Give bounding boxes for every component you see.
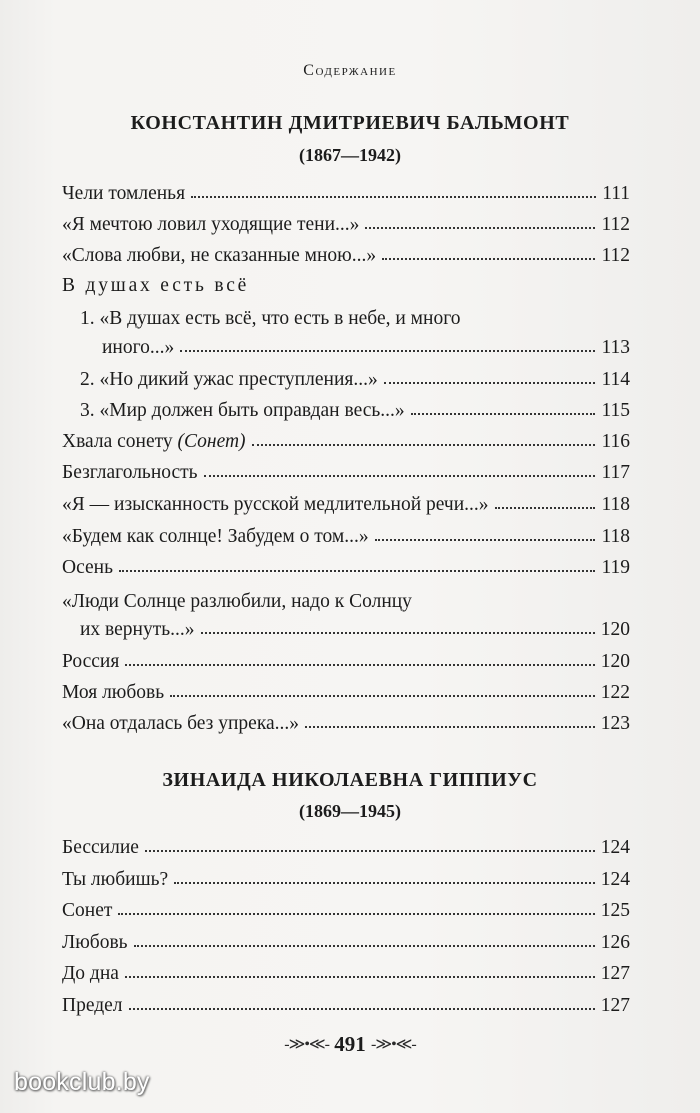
- dot-leader: [180, 350, 595, 352]
- entry-page: 118: [601, 526, 630, 547]
- entry-title: До дна: [62, 963, 119, 984]
- ornament-left: -≫•≪-: [284, 1036, 329, 1053]
- toc-entry[interactable]: [62, 831, 630, 859]
- entry-title: «Будем как солнце! Забудем о том...»: [62, 526, 369, 547]
- entry-title: Бессилие: [62, 837, 139, 858]
- toc-entry[interactable]: [62, 239, 630, 267]
- dot-leader: [365, 227, 595, 229]
- dot-leader: [201, 632, 595, 634]
- entry-title: [62, 431, 246, 453]
- toc-entry[interactable]: [80, 613, 630, 641]
- dot-leader: [384, 382, 596, 384]
- toc-entry[interactable]: [62, 177, 630, 205]
- entry-title-italic: (Сонет): [177, 431, 246, 452]
- toc-entry[interactable]: [62, 456, 630, 484]
- toc-entry[interactable]: [80, 363, 630, 391]
- entry-page: 117: [601, 462, 630, 483]
- author-years: (1869—1945): [299, 801, 401, 821]
- dot-leader: [204, 475, 596, 477]
- toc-entry[interactable]: [62, 894, 630, 922]
- toc-entry[interactable]: [62, 488, 630, 516]
- dot-leader: [118, 913, 594, 915]
- entry-page: 116: [601, 431, 630, 452]
- dot-leader: [129, 1008, 595, 1010]
- entry-page: 127: [600, 995, 630, 1016]
- toc-entry[interactable]: [62, 676, 630, 704]
- ornament-right: -≫•≪-: [371, 1036, 416, 1053]
- dot-leader: [125, 664, 594, 666]
- toc-entry[interactable]: [62, 425, 630, 453]
- toc-entry[interactable]: [62, 520, 630, 548]
- dot-leader: [145, 850, 595, 852]
- entry-page: 118: [601, 494, 630, 515]
- entry-title: Россия: [62, 651, 120, 672]
- page-footer: [0, 1032, 700, 1057]
- entry-page: 115: [601, 400, 630, 421]
- entry-page: 120: [600, 651, 630, 672]
- author-years: (1867—1942): [299, 145, 401, 165]
- entry-title: 3. «Мир должен быть оправдан весь...»: [80, 400, 405, 421]
- entry-title: Моя любовь: [62, 682, 165, 703]
- entry-title: Безглагольность: [62, 462, 198, 483]
- entry-title: «Слова любви, не сказанные мною...»: [62, 245, 377, 266]
- entry-page: 111: [602, 183, 630, 204]
- dot-leader: [191, 196, 596, 198]
- author-name: ЗИНАИДА НИКОЛАЕВНА ГИППИУС: [162, 769, 538, 791]
- toc-entry[interactable]: [62, 707, 630, 735]
- dot-leader: [174, 882, 595, 884]
- entry-page: 113: [601, 337, 630, 358]
- entry-title: Предел: [62, 995, 123, 1016]
- entry-page: 124: [600, 837, 630, 858]
- toc-entry[interactable]: [62, 989, 630, 1017]
- entry-title: иного...»: [102, 337, 175, 358]
- toc-entry[interactable]: [102, 331, 630, 359]
- entry-page: 127: [600, 963, 630, 984]
- entry-page: 114: [601, 369, 630, 390]
- entry-page: 112: [601, 214, 630, 235]
- toc-entry[interactable]: [62, 863, 630, 891]
- author-name: КОНСТАНТИН ДМИТРИЕВИЧ БАЛЬМОНТ: [130, 112, 570, 134]
- dot-leader: [252, 444, 596, 446]
- entry-title: их вернуть...»: [80, 619, 195, 640]
- entry-page: 124: [600, 869, 630, 890]
- dot-leader: [134, 945, 595, 947]
- entry-page: 126: [600, 932, 630, 953]
- dot-leader: [495, 507, 596, 509]
- page-number: 491: [334, 1032, 366, 1056]
- cycle-title: В душах есть всё: [62, 275, 250, 296]
- entry-page: 122: [600, 682, 630, 703]
- dot-leader: [375, 539, 596, 541]
- toc-entry[interactable]: [62, 551, 630, 579]
- dot-leader: [305, 726, 595, 728]
- entry-title: «Я — изысканность русской медлительной речи...»: [62, 494, 489, 515]
- entry-page: 125: [600, 900, 630, 921]
- entry-title-line: «Люди Солнце разлюбили, надо к Солнцу: [62, 591, 412, 612]
- entry-page: 112: [601, 245, 630, 266]
- dot-leader: [382, 258, 595, 260]
- dot-leader: [170, 695, 595, 697]
- entry-title: Чели томленья: [62, 183, 186, 204]
- toc-entry[interactable]: [62, 645, 630, 673]
- entry-title: Ты любишь?: [62, 869, 169, 890]
- entry-title: 2. «Но дикий ужас преступления...»: [80, 369, 378, 390]
- toc-entry[interactable]: [80, 394, 630, 422]
- toc-entry[interactable]: [62, 957, 630, 985]
- toc-entry[interactable]: [62, 926, 630, 954]
- entry-title: Сонет: [62, 900, 113, 921]
- watermark: bookclub.by: [14, 1068, 150, 1096]
- page-header: Содержание: [303, 62, 397, 79]
- entry-title: Осень: [62, 557, 113, 578]
- entry-title: «Я мечтою ловил уходящие тени...»: [62, 214, 360, 235]
- entry-page: 119: [601, 557, 630, 578]
- entry-page: 120: [600, 619, 630, 640]
- entry-title-line: 1. «В душах есть всё, что есть в небе, и много: [80, 308, 461, 329]
- entry-page: 123: [600, 713, 630, 734]
- entry-title: Любовь: [62, 932, 128, 953]
- entry-title-main: Хвала сонету: [62, 431, 173, 452]
- entry-title: «Она отдалась без упрека...»: [62, 713, 300, 734]
- dot-leader: [119, 570, 596, 572]
- dot-leader: [125, 976, 595, 978]
- dot-leader: [411, 413, 596, 415]
- toc-entry[interactable]: [62, 208, 630, 236]
